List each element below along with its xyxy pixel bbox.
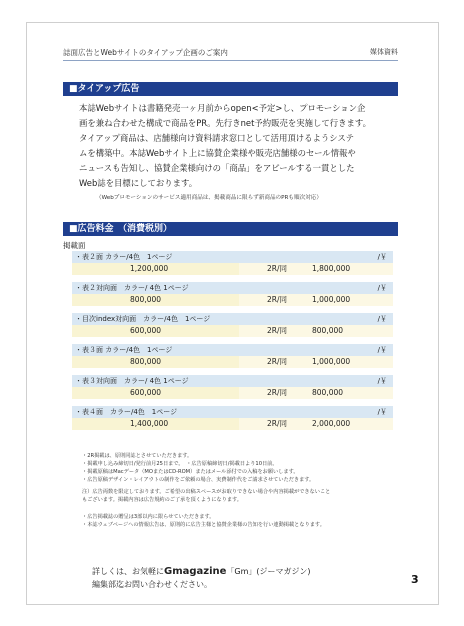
- tieup-body-text: 本誌Webサイトは書籍発売一ヶ月前からopen<予定>し、プロモーション企 画を兼ね合わせた構成で商品をPR。先行きnet予約販売を実施して行きます。 タイアップ商品は、店舗様向け資料請求窓口として活用頂けるようシステ ムを構築中。本誌Webサイト上に協賛企業様や販売店舗様のセール情報や ニュースも告知し、協賛企業様向けの「商品」をアピールする一貫とした Web誌を目標にしております。: [79, 103, 371, 188]
- yen-unit: /￥: [377, 346, 387, 354]
- price-row-header: [72, 282, 393, 294]
- two-issue-price: 1,000,000: [312, 357, 351, 366]
- price-row-header: [72, 406, 393, 418]
- placement-name: ・表２面 カラー/4色 1ページ: [75, 253, 173, 261]
- yen-unit: /￥: [377, 253, 387, 261]
- single-issue-price: 600,000: [130, 388, 162, 397]
- two-issue-label: 2R/同: [267, 357, 288, 366]
- single-issue-price: 800,000: [130, 295, 162, 304]
- price-row-values: [72, 418, 393, 430]
- placement-name: ・目次index対向面 カラー/4色 1ページ: [75, 315, 211, 323]
- placement-name: ・表３面 カラー/4色 1ページ: [75, 346, 173, 354]
- two-issue-price: 1,800,000: [312, 264, 351, 273]
- two-issue-label: 2R/同: [267, 388, 288, 397]
- price-row-header: [72, 313, 393, 325]
- price-row: [72, 282, 393, 306]
- price-row-values: [72, 356, 393, 368]
- terms-block-2: 注）広告両数を限定しております。ご希望の出稿スペースがお取りできない場合や内容掲載ができないこと もございます。掲載内容は広告規約のご了承を頂くようになります。: [82, 489, 331, 503]
- header-rule: [63, 60, 398, 61]
- tieup-section-heading: ■タイアップ広告: [63, 82, 398, 96]
- document-title: 誌面広告とWebサイトのタイアップ企画のご案内: [63, 48, 228, 57]
- placement-name: ・表２対向面 カラー/ 4色 1ページ: [75, 284, 189, 292]
- placement-label: 掲載面: [63, 241, 86, 250]
- contact-prefix: 詳しくは、お気軽に: [92, 567, 164, 576]
- price-row: [72, 406, 393, 430]
- price-row-header: [72, 375, 393, 387]
- two-issue-label: 2R/同: [267, 295, 288, 304]
- single-issue-price: 1,200,000: [130, 264, 169, 273]
- two-issue-label: 2R/同: [267, 326, 288, 335]
- yen-unit: /￥: [377, 377, 387, 385]
- two-issue-price: 800,000: [312, 388, 344, 397]
- page-number: 3: [411, 573, 419, 586]
- price-row-values: [72, 325, 393, 337]
- price-row: [72, 375, 393, 399]
- price-row-values: [72, 263, 393, 275]
- two-issue-price: 2,000,000: [312, 419, 351, 428]
- yen-unit: /￥: [377, 315, 387, 323]
- two-issue-price: 1,000,000: [312, 295, 351, 304]
- contact-suffix: 「Gm」(ジーマガジン): [226, 567, 311, 576]
- two-issue-label: 2R/同: [267, 264, 288, 273]
- single-issue-price: 1,400,000: [130, 419, 169, 428]
- pricing-section-heading: ■広告料金 （消費税別）: [63, 222, 398, 236]
- price-row: [72, 344, 393, 368]
- price-row-header: [72, 251, 393, 263]
- placement-name: ・表３対向面 カラー/ 4色 1ページ: [75, 377, 189, 385]
- price-row: [72, 251, 393, 275]
- contact-info: [92, 565, 310, 591]
- single-issue-price: 600,000: [130, 326, 162, 335]
- gmagazine-brand: Gmagazine: [164, 566, 227, 577]
- single-issue-price: 800,000: [130, 357, 162, 366]
- yen-unit: /￥: [377, 408, 387, 416]
- price-row-header: [72, 344, 393, 356]
- yen-unit: /￥: [377, 284, 387, 292]
- price-row: [72, 313, 393, 337]
- document-category: 媒体資料: [370, 48, 398, 56]
- two-issue-price: 800,000: [312, 326, 344, 335]
- price-row-values: [72, 387, 393, 399]
- terms-block-1: ・2R掲載は、原則同誌とさせていただきます。 ・掲載申し込み締切日/発行前月25日まで。 ・広告原稿締切日/掲載日より10日前。 ・掲載原稿はMacデータ（MOまたはCD-ROM）またはメール添付での入稿をお願いします。 ・広告原稿デザイン・レイアウトの制作をご依頼の場合、実費制作代をご請求させていただきます。: [82, 453, 315, 483]
- contact-line2: 編集部迄お問い合わせください。: [92, 580, 212, 589]
- terms-block-3: ・広告掲載誌の贈呈は3部以内に限らせていただきます。 ・本誌ウェブページへの情報広告は、原則的に広告主様と協賛企業様の告知を行い連動掲載となります。: [82, 514, 325, 528]
- tieup-note: （Webプロモーションのサービス適用商品は、掲載商品に限らず新商品のPRも順次対応）: [96, 195, 322, 201]
- two-issue-label: 2R/同: [267, 419, 288, 428]
- price-row-values: [72, 294, 393, 306]
- placement-name: ・表４面 カラー/4色 1ページ: [75, 408, 178, 416]
